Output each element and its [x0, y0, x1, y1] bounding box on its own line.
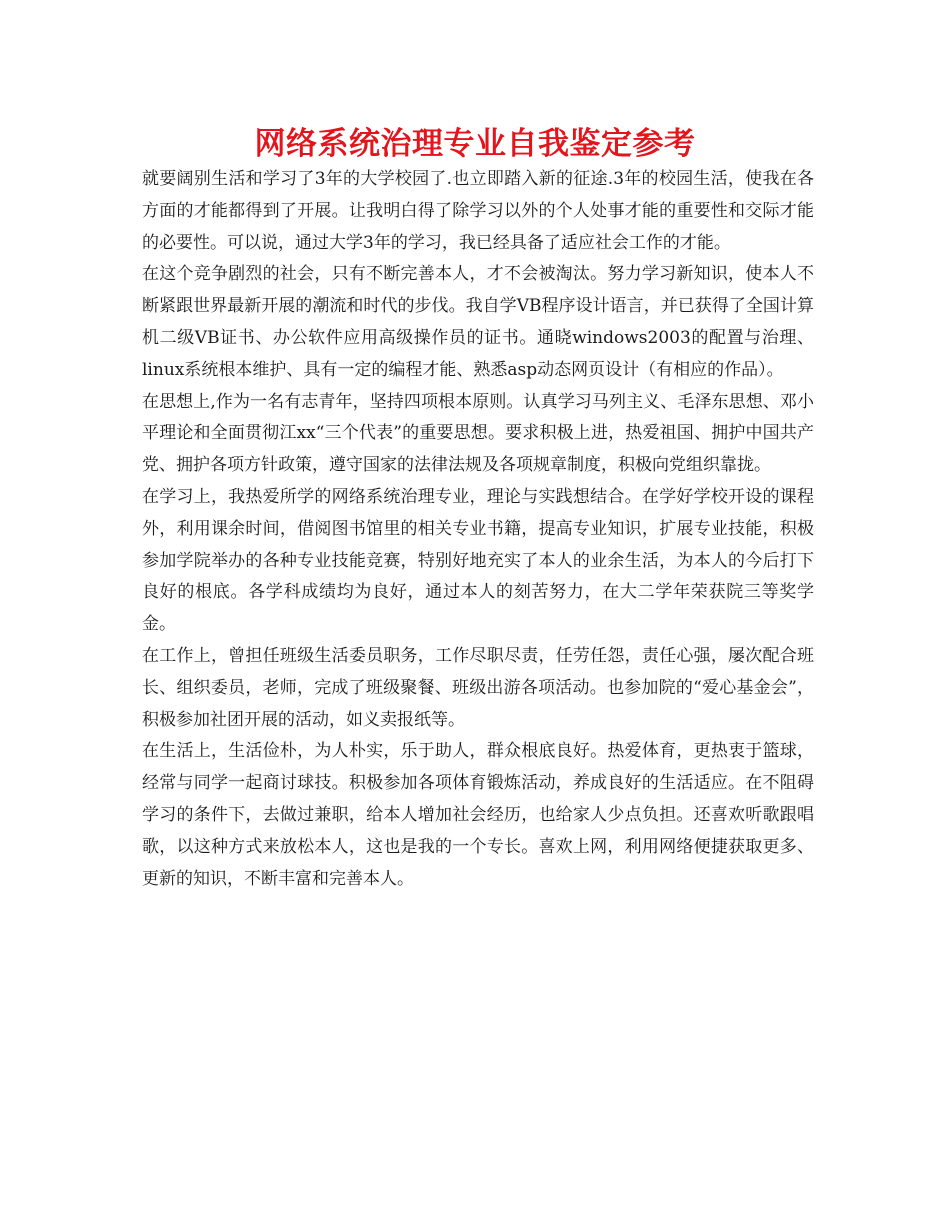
document-body	[142, 164, 814, 895]
body-paragraph-1: 就要阔别生活和学习了3年的大学校园了.也立即踏入新的征途.3年的校园生活，使我在各方面的才能都得到了开展。让我明白得了除学习以外的个人处事才能的重要性和交际才能的必要性。可以说，通过大学3年的学习，我已经具备了适应社会工作的才能。	[142, 169, 814, 253]
document-title: 网络系统治理专业自我鉴定参考	[254, 126, 696, 162]
body-paragraph-3: 在思想上,作为一名有志青年，坚持四项根本原则。认真学习马列主义、毛泽东思想、邓小平理论和全面贯彻江xx“三个代表”的重要思想。要求积极上进，热爱祖国、拥护中国共产党、拥护各项方针政策，遵守国家的法律法规及各项规章制度，积极向党组织靠拢。	[142, 391, 814, 476]
body-paragraph-5: 在工作上，曾担任班级生活委员职务，工作尽职尽责，任劳任怨，责任心强，屡次配合班长、组织委员，老师，完成了班级聚餐、班级出游各项活动。也参加院的“爱心基金会”，积极参加社团开展的活动，如义卖报纸等。	[142, 645, 814, 730]
body-paragraph-2: 在这个竞争剧烈的社会，只有不断完善本人，才不会被淘汰。努力学习新知识，使本人不断紧跟世界最新开展的潮流和时代的步伐。我自学VB程序设计语言，并已获得了全国计算机二级VB证书、办公软件应用高级操作员的证书。通晓windows2003的配置与治理、linux系统根本维护、具有一定的编程才能、熟悉asp动态网页设计（有相应的作品）。	[142, 264, 814, 380]
body-paragraph-4: 在学习上，我热爱所学的网络系统治理专业，理论与实践想结合。在学好学校开设的课程外，利用课余时间，借阅图书馆里的相关专业书籍，提高专业知识，扩展专业技能，积极参加学院举办的各种专业技能竞赛，特别好地充实了本人的业余生活，为本人的今后打下良好的根底。各学科成绩均为良好，通过本人的刻苦努力，在大二学年荣获院三等奖学金。	[142, 486, 814, 635]
body-paragraph-6: 在生活上，生活俭朴，为人朴实，乐于助人，群众根底良好。热爱体育，更热衷于篮球，经常与同学一起商讨球技。积极参加各项体育锻炼活动，养成良好的生活适应。在不阻碍学习的条件下，去做过兼职，给本人增加社会经历，也给家人少点负担。还喜欢听歌跟唱歌，以这种方式来放松本人，这也是我的一个专长。喜欢上网，利用网络便捷获取更多、更新的知识，不断丰富和完善本人。	[142, 741, 814, 889]
